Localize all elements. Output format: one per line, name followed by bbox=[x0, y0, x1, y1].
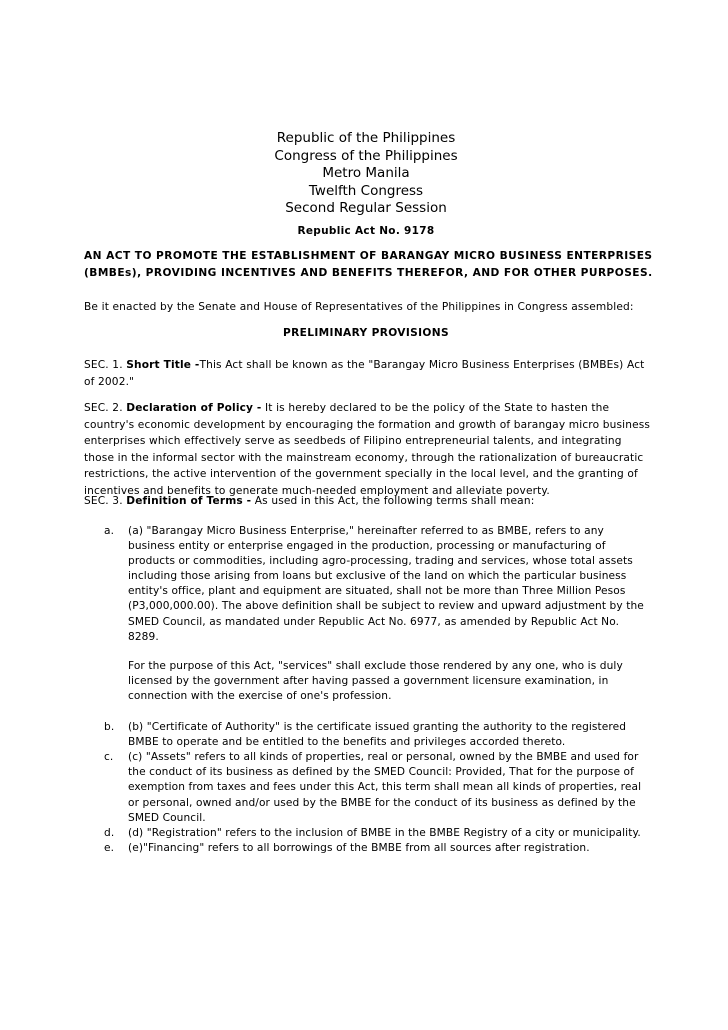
section-label: SEC. 3. bbox=[84, 495, 123, 507]
definition-text: (b) "Certificate of Authority" is the certificate issued granting the authority to the registered BMBE to operate and be entitled to the benefits and privileges accorded thereto. bbox=[128, 721, 627, 749]
list-item bbox=[104, 841, 652, 856]
list-marker: b. bbox=[104, 721, 115, 734]
header-line-republic: Republic of the Philippines bbox=[276, 130, 456, 146]
section-2 bbox=[84, 400, 654, 499]
definition-note: For the purpose of this Act, "services" shall exclude those rendered by any one, who is duly licensed by the government after having passed a government licensure examination, in connection with the exercise of one's profession. bbox=[128, 659, 623, 702]
section-text: It is hereby declared to be the policy of the State to hasten the country's economic development by encouraging the formation and growth of barangay micro business enterprises which effectively serve as seedbeds of Filipino entrepreneurial talents, and integrating those in the informal sector with the mainstream economy, through the rationalization of bureaucratic restrictions, the active intervention of the government specially in the local level, and the granting of incentives and benefits to generate much-needed employment and alleviate poverty. bbox=[84, 402, 651, 497]
list-item bbox=[104, 826, 652, 841]
document-header bbox=[252, 130, 480, 218]
section-text: As used in this Act, the following terms shall mean: bbox=[251, 495, 535, 507]
header-line-location: Metro Manila bbox=[322, 165, 410, 182]
section-heading-text: Definition of Terms - bbox=[126, 495, 252, 507]
list-marker: c. bbox=[104, 751, 114, 764]
section-heading: PRELIMINARY PROVISIONS bbox=[283, 327, 449, 339]
section-heading-text: Short Title - bbox=[126, 359, 200, 371]
list-marker: e. bbox=[104, 841, 115, 854]
definition-text: (c) "Assets" refers to all kinds of properties, real or personal, owned by the BMBE and used for the conduct of its business as defined by the SMED Council: Provided, That for the purpose of exemption from taxes and fees under this Act, this term shall mean all kinds of properties, real or personal, owned and/or used by the BMBE for the conduct of its business as defined by the SMED Council. bbox=[128, 751, 642, 824]
enacting-clause: Be it enacted by the Senate and House of Representatives of the Philippines in Congress assembled: bbox=[84, 301, 634, 313]
section-text: This Act shall be known as the "Barangay Micro Business Enterprises (BMBEs) Act of 2002." bbox=[84, 359, 645, 388]
header-line-congress: Congress of the Philippines bbox=[274, 147, 458, 164]
header-line-congress-number: Twelfth Congress bbox=[308, 182, 424, 199]
act-number: Republic Act No. 9178 bbox=[297, 225, 435, 237]
section-label: SEC. 2. bbox=[84, 402, 123, 414]
section-3 bbox=[84, 493, 654, 510]
act-title: AN ACT TO PROMOTE THE ESTABLISHMENT OF BARANGAY MICRO BUSINESS ENTERPRISES (BMBEs), PROVIDING INCENTIVES AND BENEFITS THEREFOR, AND FOR OTHER PURPOSES. bbox=[84, 250, 653, 279]
list-item bbox=[104, 524, 652, 704]
list-item bbox=[104, 720, 652, 750]
header-line-session: Second Regular Session bbox=[285, 200, 447, 217]
section-heading-text: Declaration of Policy - bbox=[126, 402, 262, 414]
definition-text: (e)"Financing" refers to all borrowings of the BMBE from all sources after registration. bbox=[128, 841, 590, 854]
list-item bbox=[104, 750, 652, 825]
section-label: SEC. 1. bbox=[84, 359, 123, 371]
list-marker: a. bbox=[104, 525, 115, 537]
definition-text: (a) "Barangay Micro Business Enterprise," hereinafter referred to as BMBE, refers to any business entity or enterprise engaged in the production, processing or manufacturing of products or commodities, including agro-processing, trading and services, whose total assets including those arising from loans but exclusive of the land on which the particular business entity's office, plant and equipment are situated, shall not be more than Three Million Pesos (P3,000,000.00). The above definition shall be subject to review and upward adjustment by the SMED Council, as mandated under Republic Act No. 6977, as amended by Republic Act No. 8289. bbox=[128, 525, 644, 643]
definitions-list bbox=[104, 524, 652, 856]
section-1 bbox=[84, 357, 654, 390]
list-marker: d. bbox=[104, 826, 115, 839]
definition-text: (d) "Registration" refers to the inclusion of BMBE in the BMBE Registry of a city or municipality. bbox=[128, 826, 641, 839]
